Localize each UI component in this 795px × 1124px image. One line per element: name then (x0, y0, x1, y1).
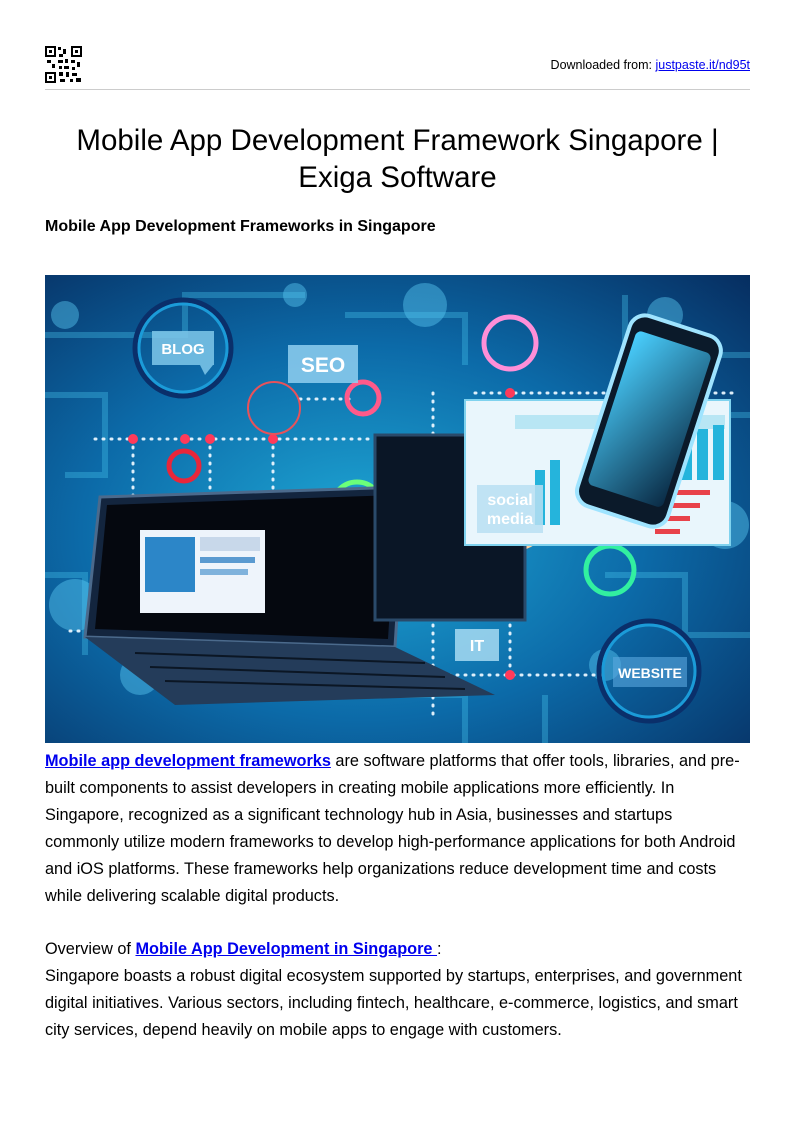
overview-colon: : (437, 940, 442, 958)
page-title: Mobile App Development Framework Singapore | Exiga Software (76, 124, 719, 194)
singapore-dev-link[interactable]: Mobile App Development in Singapore (135, 940, 438, 958)
hero-illustration (45, 275, 750, 743)
overview-prefix: Overview of (45, 940, 136, 958)
hero-label-media: media (486, 511, 534, 528)
overview-text: Singapore boasts a robust digital ecosystem supported by startups, enterprises, and government digital initiatives. Various sectors, including fintech, healthcare, e-commerce, logistics, and smart city services, depend heavily on mobile apps to engage with customers. (45, 967, 742, 1039)
intro-paragraph (45, 748, 750, 910)
hero-label-seo: SEO (300, 354, 346, 377)
hero-label-it: IT (469, 638, 485, 655)
frameworks-link[interactable]: Mobile app development frameworks (45, 752, 331, 770)
download-link[interactable]: justpaste.it/nd95t (655, 58, 750, 72)
overview-paragraph (45, 936, 750, 1044)
hero-image (45, 275, 750, 743)
hero-label-social: social (487, 492, 533, 509)
hero-label-blog: BLOG (161, 341, 205, 358)
page-header (45, 46, 750, 90)
hero-label-website: WEBSITE (618, 665, 682, 681)
download-prefix: Downloaded from: (550, 58, 652, 72)
page-subtitle: Mobile App Development Frameworks in Singapore (45, 218, 436, 235)
intro-text: are software platforms that offer tools, libraries, and pre-built components to assist developers in creating mobile applications more efficiently. In Singapore, recognized as a significant technology hub in Asia, businesses and startups commonly utilize modern frameworks to develop high-performance applications for both Android and iOS platforms. These frameworks help organizations reduce development time and costs while delivering scalable digital products. (45, 752, 740, 905)
qr-code-icon (45, 46, 82, 83)
download-source (551, 58, 750, 72)
